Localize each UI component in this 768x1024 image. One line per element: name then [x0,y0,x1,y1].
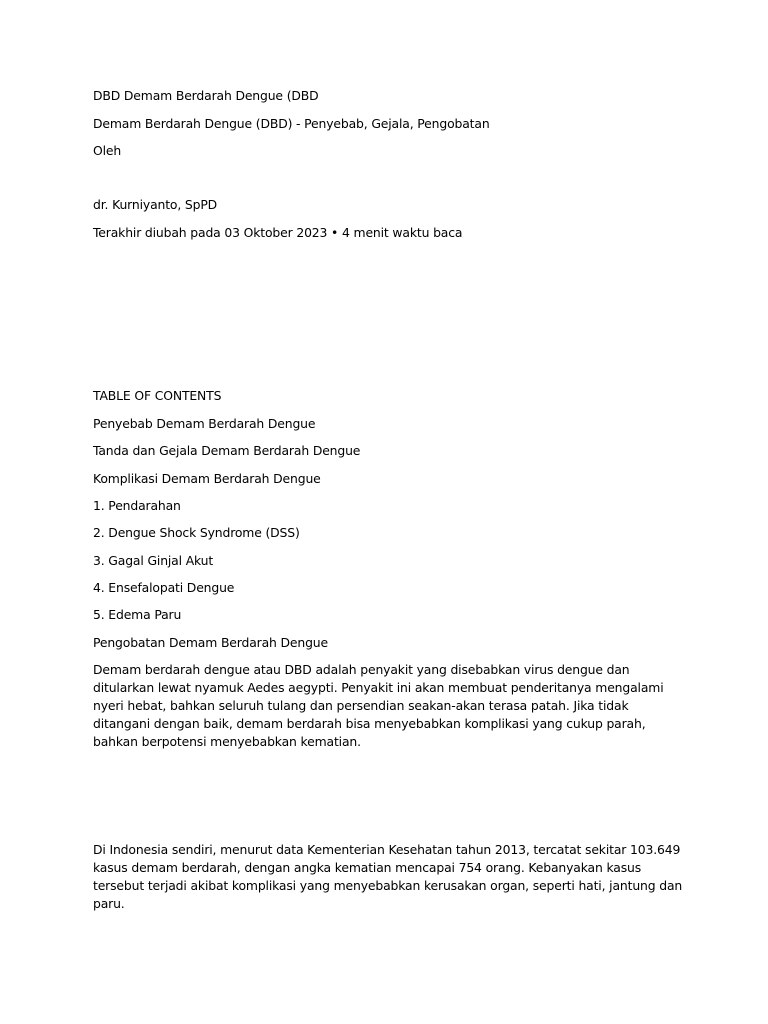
article-title: Demam Berdarah Dengue (DBD) - Penyebab, Gejala, Pengobatan [93,116,490,131]
body-paragraph: Demam berdarah dengue atau DBD adalah penyakit yang disebabkan virus dengue dan ditularkan lewat nyamuk Aedes aegypti. Penyakit ini akan membuat penderitanya mengalami nyeri hebat, bahkan seluruh tulang dan persendian seakan-akan terasa patah. Jika tidak ditangani dengan baik, demam berdarah bisa menyebabkan komplikasi yang cukup parah, bahkan berpotensi menyebabkan kematian. [93,662,664,749]
toc-item: 4. Ensefalopati Dengue [93,580,235,595]
toc-item: 3. Gagal Ginjal Akut [93,553,214,568]
author-name: dr. Kurniyanto, SpPD [93,197,218,212]
header-line: DBD Demam Berdarah Dengue (DBD [93,88,319,103]
toc-item: Tanda dan Gejala Demam Berdarah Dengue [93,443,361,458]
by-label: Oleh [93,143,122,158]
toc-item: 5. Edema Paru [93,607,182,622]
toc-item: 2. Dengue Shock Syndrome (DSS) [93,525,300,540]
toc-item: 1. Pendarahan [93,498,181,513]
toc-heading: TABLE OF CONTENTS [93,388,222,403]
body-paragraph: Di Indonesia sendiri, menurut data Kementerian Kesehatan tahun 2013, tercatat sekitar 103.649 kasus demam berdarah, dengan angka kematian mencapai 754 orang. Kebanyakan kasus tersebut terjadi akibat komplikasi yang menyebabkan kerusakan organ, seperti hati, jantung dan paru. [93,842,683,911]
updated-info: Terakhir diubah pada 03 Oktober 2023 • 4 menit waktu baca [93,225,463,240]
toc-item: Pengobatan Demam Berdarah Dengue [93,635,328,650]
toc-item: Komplikasi Demam Berdarah Dengue [93,471,321,486]
toc-item: Penyebab Demam Berdarah Dengue [93,416,316,431]
